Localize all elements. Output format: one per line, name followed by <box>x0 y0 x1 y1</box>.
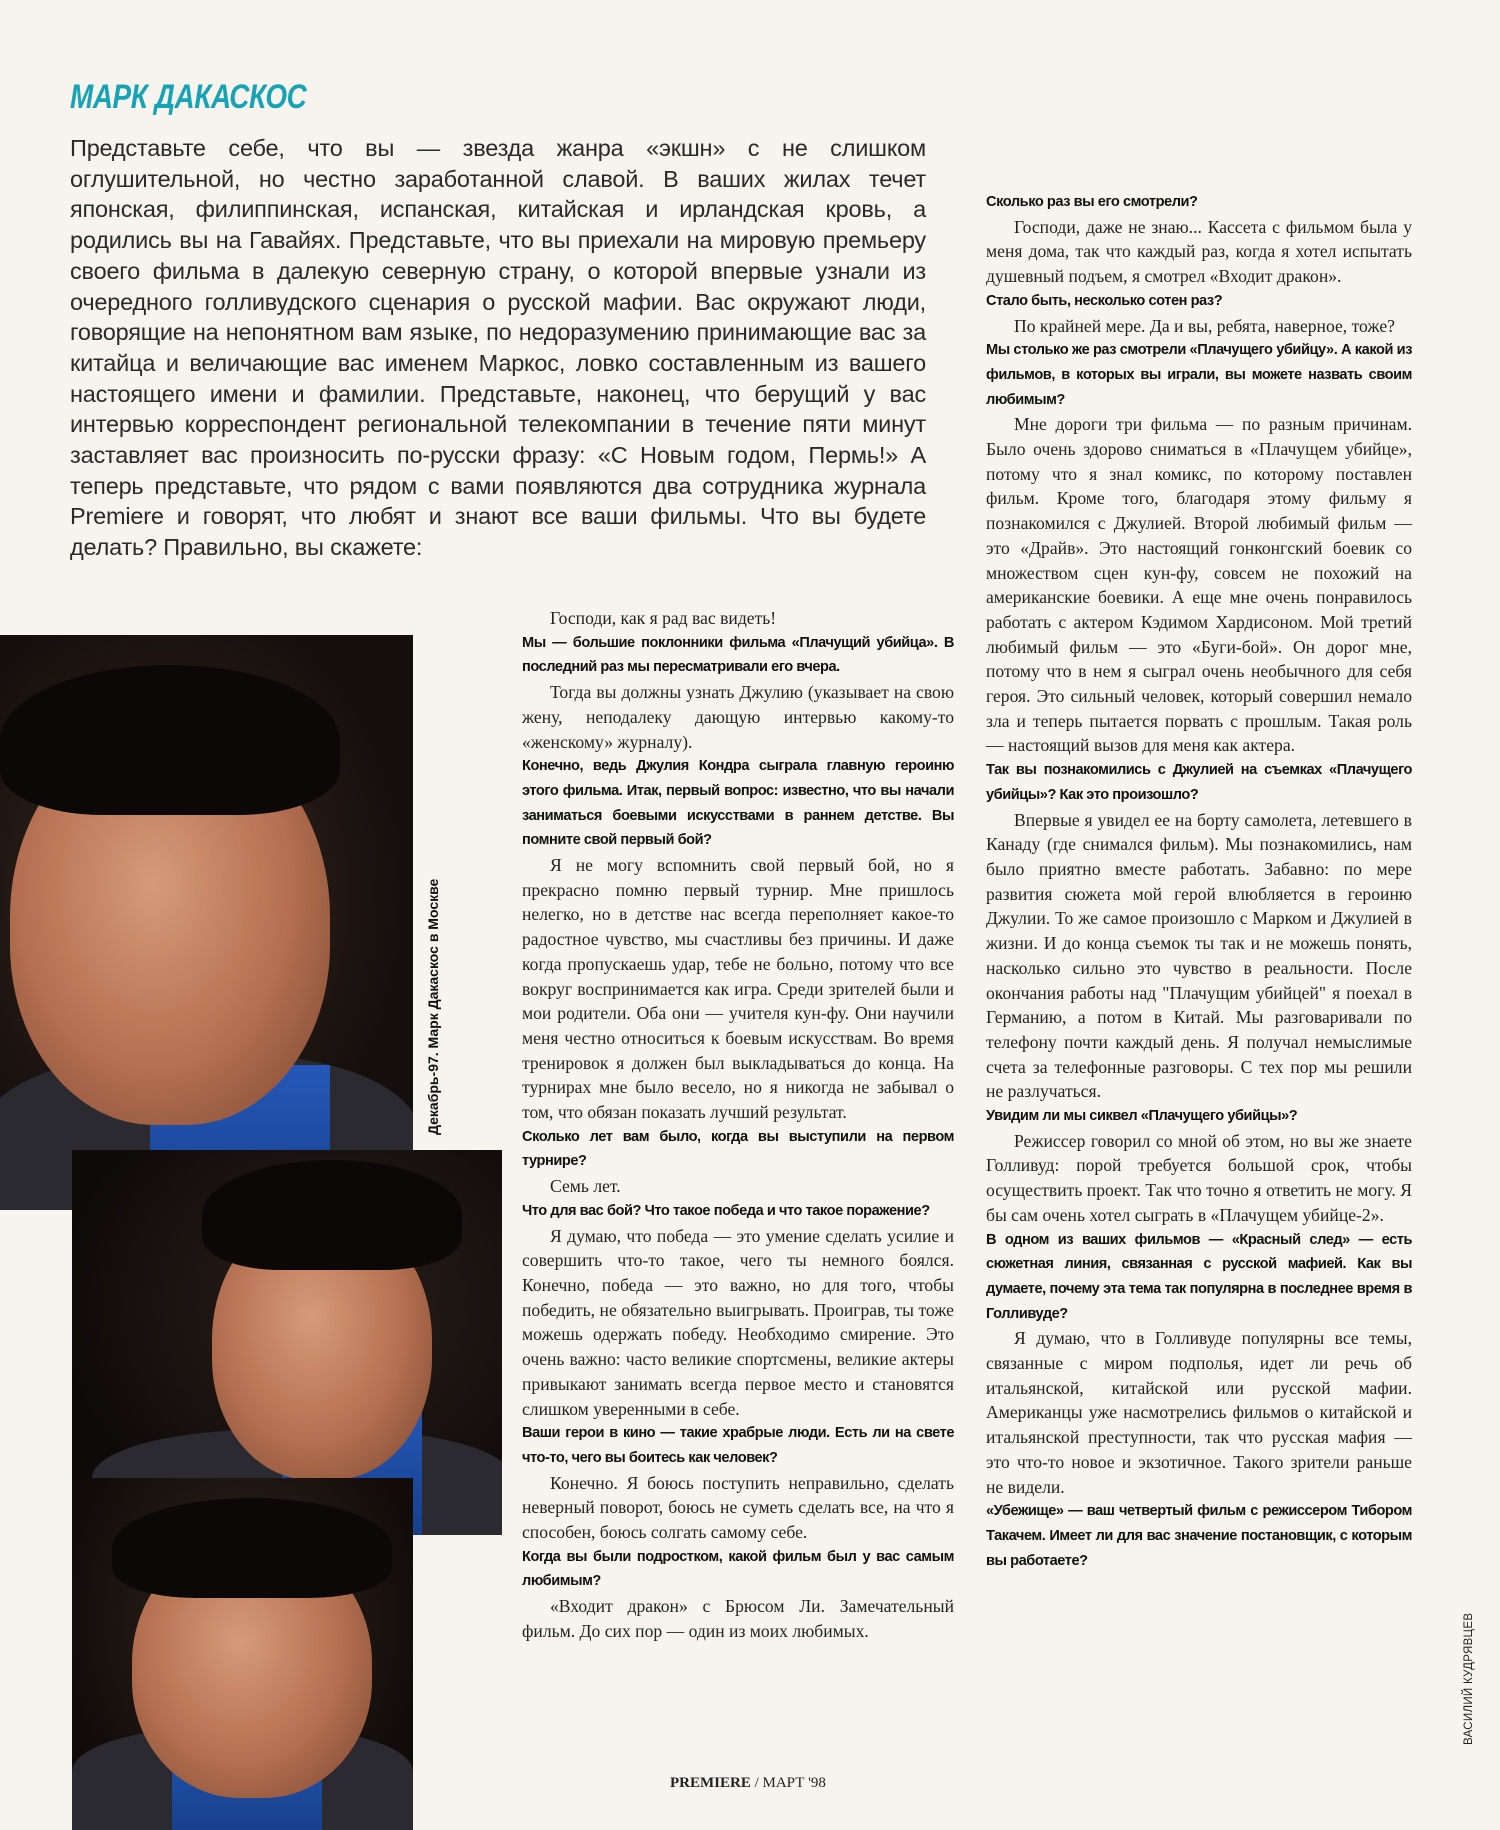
interview-answer: Я не могу вспомнить свой первый бой, но я прекрасно помню первый турнир. Мне пришлось нелегко, но в детстве нас всегда переполняет какое-то радостное чувство, мы счастливы без причины. И даже когда пропускаешь удар, тебе не больно, потому что все вокруг воспринимается как игра. Среди зрителей были и мои родители. Оба они — учителя кун-фу. Они научили меня честно относиться к боевым искусствам. Во время тренировок я должен был выкладываться до конца. На турнирах мне было весело, но я никогда не забывал о том, что обязан показать лучший результат. <box>522 855 954 1123</box>
footer-magazine: PREMIERE <box>670 1775 751 1791</box>
interview-question: «Убежище» — ваш четвертый фильм с режиссером Тибором Такачем. Имеет ли для вас значение постановщик, с которым вы работаете? <box>986 1503 1412 1569</box>
interview-answer: Семь лет. <box>550 1176 621 1197</box>
interview-answer: Я думаю, что в Голливуде популярны все темы, связанные с миром подполья, идет ли речь об итальянской, китайской или русской мафии. Американцы уже насмотрелись фильмов о китайской и итальянской преступности, так что русская мафия — это что-то новое и экзотичное. Такого зрители раньше не видели. <box>986 1328 1412 1497</box>
interview-question: Что для вас бой? Что такое победа и что такое поражение? <box>522 1202 930 1219</box>
interview-answer: Конечно. Я боюсь поступить неправильно, сделать неверный поворот, боюсь не суметь сделать все, на что я способен, боюсь солгать самому себе. <box>522 1472 954 1543</box>
interview-question: Стало быть, несколько сотен раз? <box>986 292 1223 309</box>
interview-question: Когда вы были подростком, какой фильм был у вас самым любимым? <box>522 1548 954 1590</box>
page-footer <box>670 1775 826 1792</box>
interview-question: В одном из ваших фильмов — «Красный след» — есть сюжетная линия, связанная с русской мафией. Как вы думаете, почему эта тема так популярна в последнее время в Голливуде? <box>986 1231 1412 1322</box>
interview-question: Сколько раз вы его смотрели? <box>986 194 1198 210</box>
interview-question: Ваши герои в кино — такие храбрые люди. Есть ли на свете что-то, чего вы боитесь как человек? <box>522 1425 954 1466</box>
photo-caption: Декабрь-97. Марк Дакаскос в Москве <box>425 878 441 1135</box>
interview-answer: «Входит дракон» с Брюсом Ли. Замечательный фильм. До сих пор — один из моих любимых. <box>522 1596 954 1641</box>
article-title: МАРК ДАКАСКОС <box>70 78 307 116</box>
interview-column-middle <box>522 606 954 1644</box>
interview-column-right <box>986 190 1412 1573</box>
interview-answer: Господи, как я рад вас видеть! <box>550 608 777 628</box>
interview-question: Так вы познакомились с Джулией на съемках «Плачущего убийцы»? Как это произошло? <box>986 762 1412 803</box>
photo-portrait-1 <box>0 635 413 1210</box>
photo-credit: ВАСИЛИЙ КУДРЯВЦЕВ <box>1463 1612 1475 1745</box>
interview-question: Конечно, ведь Джулия Кондра сыграла главную героиню этого фильма. Итак, первый вопрос: известно, что вы начали заниматься боевыми искусствами в раннем детстве. Вы помните свой первый бой? <box>522 758 954 849</box>
interview-answer: Мне дороги три фильма — по разным причинам. Было очень здорово сниматься в «Плачущем убийце», потому что я знал комикс, по которому поставлен фильм. Кроме того, благодаря этому фильму я познакомился с Джулией. Второй любимый фильм — это «Драйв». Это настоящий гонконгский боевик со множеством сцен кун-фу, совсем не похожий на американские боевики. А еще мне очень понравилось работать с актером Кэдимом Хардисоном. Мой третий любимый фильм — это «Буги-бой». Он дорог мне, потому что в нем я сыграл очень необычного для себя героя. Это сильный человек, который совершил немало зла и теперь пытается порвать с прошлым. Такая роль — настоящий вызов для меня как актера. <box>986 414 1412 756</box>
interview-answer: Тогда вы должны узнать Джулию (указывает на свою жену, неподалеку дающую интервью какому-то «женскому» журналу). <box>522 682 954 752</box>
interview-answer: Режиссер говорил со мной об этом, но вы же знаете Голливуд: порой требуется большой срок, чтобы осуществить проект. Так что точно я ответить не могу. Я бы сам очень хотел сыграть в «Плачущем убийце-2». <box>986 1130 1412 1225</box>
interview-question: Сколько лет вам было, когда вы выступили на первом турнире? <box>522 1128 954 1170</box>
interview-answer: Господи, даже не знаю... Кассета с фильмом была у меня дома, так что каждый раз, когда я хотел испытать душевный подъем, я смотрел «Входит дракон». <box>986 216 1412 287</box>
interview-answer: Я думаю, что победа — это умение сделать усилие и совершить что-то такое, чего ты немного боялся. Конечно, победа — это важно, но для того, чтобы победить, не обязательно выигрывать. Проиграв, ты тоже можешь одержать победу. Необходимо смирение. Это очень важно: часто великие спортсмены, великие актеры привыкают занимать всегда первое место и становятся слишком уверенными в себе. <box>522 1225 954 1419</box>
interview-question: Увидим ли мы сиквел «Плачущего убийцы»? <box>986 1108 1298 1125</box>
interview-question: Мы столько же раз смотрели «Плачущего убийцу». А какой из фильмов, в которых вы играли, вы можете назвать своим любимым? <box>986 342 1412 408</box>
article-intro: Представьте себе, что вы — звезда жанра «экшн» с не слишком оглушительной, но честно заработанной славой. В ваших жилах течет японская, филиппинская, испанская, китайская и ирландская кровь, а родились вы на Гавайях. Представьте, что вы приехали на мировую премьеру своего фильма в далекую северную страну, о которой впервые узнали из очередного голливудского сценария о русской мафии. Вас окружают люди, говорящие на непонятном вам языке, по недоразумению принимающие вас за китайца и величающие вас именем Маркос, ловко составленным из вашего настоящего имени и фамилии. Представьте, наконец, что берущий у вас интервью корреспондент региональной телекомпании в течение пяти минут заставляет вас произносить по-русски фразу: «С Новым годом, Пермь!» А теперь представьте, что рядом с вами появляются два сотрудника журнала Premiere и говорят, что любят и знают все ваши фильмы. Что вы будете делать? Правильно, вы скажете: <box>70 135 926 561</box>
interview-answer: Впервые я увидел ее на борту самолета, летевшего в Канаду (где снимался фильм). Мы познакомились, нам было приятно вместе работать. Забавно: по мере развития сюжета мой герой влюбляется в героиню Джулии. То же самое произошло с Марком и Джулией в жизни. И до конца съемок ты так и не можешь понять, насколько сильно это чувство в реальности. После окончания работы над "Плачущим убийцей" я поехал в Германию, а потом в Китай. Мы разговаривали по телефону почти каждый день. Я получал немыслимые счета за телефонные разговоры. С тех пор мы решили не разлучаться. <box>986 809 1412 1102</box>
interview-question: Мы — большие поклонники фильма «Плачущий убийца». В последний раз мы пересматривали его вчера. <box>522 634 954 676</box>
footer-issue: / МАРТ '98 <box>750 1775 826 1791</box>
photo-portrait-3 <box>72 1478 413 1830</box>
interview-answer: По крайней мере. Да и вы, ребята, наверное, тоже? <box>1014 315 1395 336</box>
